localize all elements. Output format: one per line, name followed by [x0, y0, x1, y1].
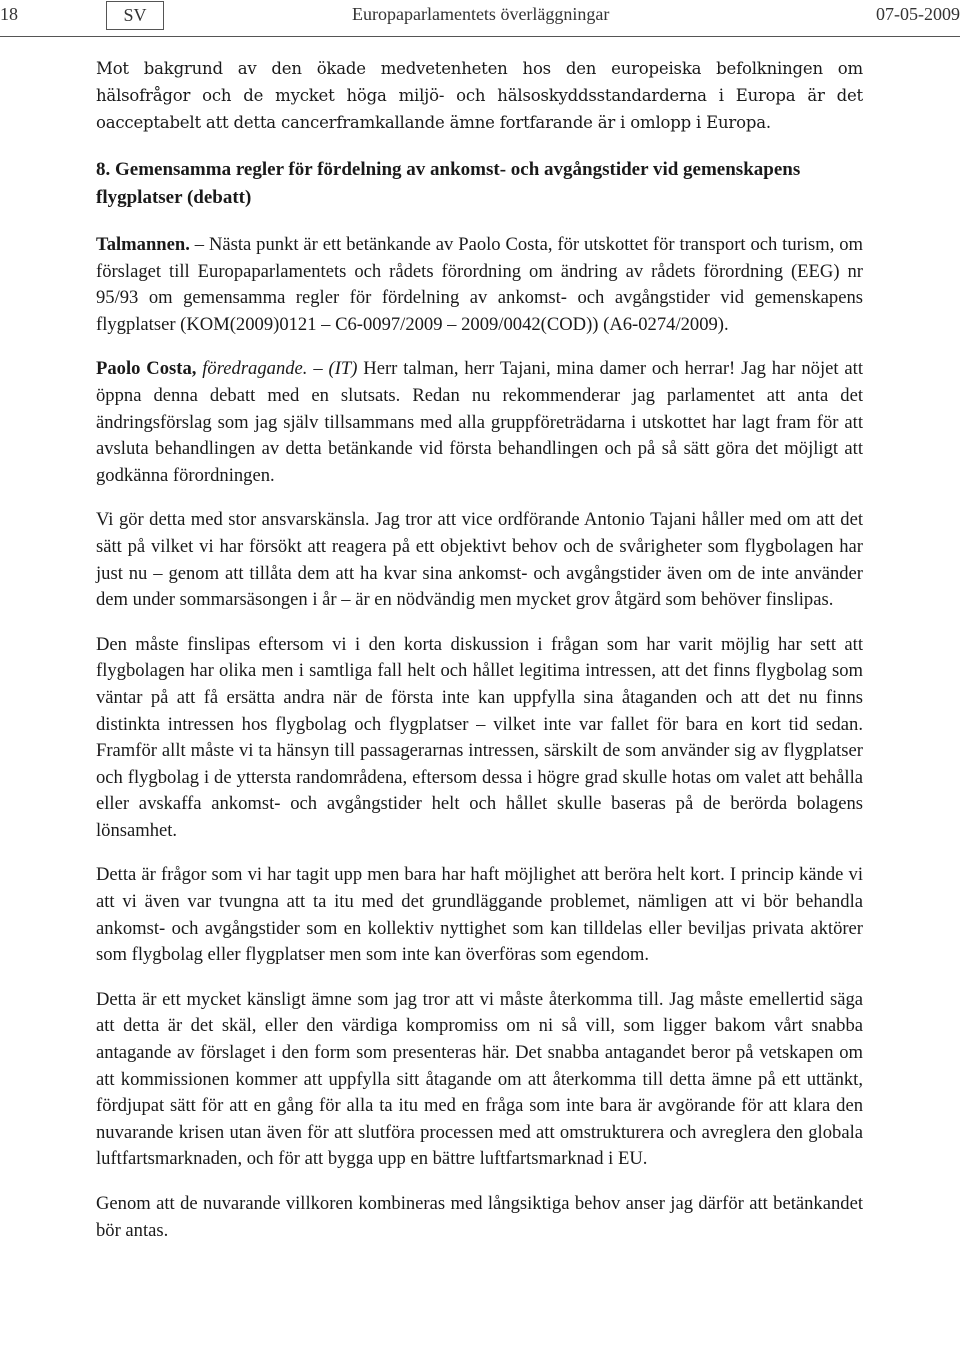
body-paragraph: Genom att de nuvarande villkoren kombineras med långsiktiga behov anser jag därför att betänkandet bör antas. [96, 1193, 863, 1241]
header-date: 07-05-2009 [876, 4, 960, 24]
dash: – [307, 358, 329, 380]
page-content [96, 55, 863, 1262]
page-number: 18 [0, 4, 18, 24]
page-header [0, 0, 960, 37]
intro-paragraph: Mot bakgrund av den ökade medvetenheten hos den europeiska befolkningen om hälsofrågor och de mycket höga miljö- och hälsoskyddsstandarderna i Europa är det oacceptabelt att detta cancerframkallande ämne fortfarande är i omlopp i Europa. [96, 59, 863, 132]
president-paragraph [96, 232, 863, 338]
speaker-role: föredragande. [196, 358, 308, 380]
running-title: Europaparlamentets överläggningar [352, 4, 610, 24]
language-tag: (IT) [328, 358, 358, 380]
speaker-name: Paolo Costa, [96, 358, 197, 380]
body-paragraph: Vi gör detta med stor ansvarskänsla. Jag tror att vice ordförande Antonio Tajani håller med om att det sätt på vilket vi har försökt att reagera på ett objektivt behov och de svårigheter som flygbolagen har just nu – genom att tillåta dem att ha kvar sina ankomst- och avgångstider även om de inte använder dem under sommarsäsongen i år – är en nödvändig men mycket grov åtgärd som behöver finslipas. [96, 509, 863, 611]
body-paragraph: Detta är ett mycket känsligt ämne som jag tror att vi måste återkomma till. Jag måste emellertid säga att detta är det skäl, eller den värdiga kompromiss om ni så vill, som ligger bakom vårt snabba antagande av förslaget i den form som presenteras här. Det snabba antagandet beror på vetskapen om att kommissionen kommer att uppfylla sitt åtagande om att återkomma till detta ämne på ett uttänkt, fördjupat sätt för att en gång för alla ta itu med en fråga som inte bara är avgörande för att klara den nuvarande krisen utan även för att slutföra processen med att omstrukturera och avreglera den globala luftfartsmarknaden, och för att bygga upp en bättre luftfartsmarknad i EU. [96, 988, 863, 1170]
speaker-name: Talmannen. [96, 234, 190, 255]
section-heading: 8. Gemensamma regler för fördelning av ankomst- och avgångstider vid gemenskapens flygplatser (debatt) [96, 159, 801, 208]
speech-text: – Nästa punkt är ett betänkande av Paolo Costa, för utskottet för transport och turism, om förslaget till Europaparlamentets och rådets förordning om ändring av rådets förordning (EEG) nr 95/93 om gemensamma regler för fördelning av ankomst- och avgångstider vid gemenskapens flygplatser (KOM(2009)0121 – C6-0097/2009 – 2009/0042(COD)) (A6-0274/2009). [96, 234, 863, 335]
body-paragraph: Den måste finslipas eftersom vi i den korta diskussion i frågan som har varit möjlig har sett att flygbolagen har olika men i samtliga fall helt och hållet legitima intressen, att det finns flygbolag som väntar på att få ersätta andra när de första inte kan uppfylla sina åtaganden och att det nu finns distinkta intressen hos flygbolag och flygplatser – vilket inte var fallet för bara en kort tid sedan. Framför allt måste vi ta hänsyn till passagerarnas intressen, särskilt de som använder sig av flygplatser och flygbolag i de yttersta randområdena, eftersom dessa i högre grad skulle hotas om valet att behålla eller avskaffa ankomst- och avgångstider helt och hållet skulle baseras på de berörda bolagens lönsamhet. [96, 633, 863, 841]
body-paragraph: Detta är frågor som vi har tagit upp men bara har haft möjlighet att beröra helt kort. I princip kände vi att vi även var tvungna att ta itu med det grundläggande problemet, nämligen att vi bör behandla ankomst- och avgångstider som en kollektiv nyttighet som kan tilldelas eller beviljas privata aktörer som flygbolag eller flygplatser men som inte kan överföras som egendom. [96, 864, 863, 966]
language-code-box: SV [106, 1, 164, 30]
speech-text: Herr talman, herr Tajani, mina damer och herrar! Jag har nöjet att öppna denna debatt med en slutsats. Redan nu rekommenderar jag parlamentet att anta det ändringsförslag som jag själv tillsammans med alla gruppföreträdarna i utskottet har lagt fram för att avsluta behandlingen av detta betänkande vid första behandlingen och på så sätt göra det möjligt att godkänna förordningen. [96, 358, 863, 486]
costa-paragraph [96, 356, 863, 489]
